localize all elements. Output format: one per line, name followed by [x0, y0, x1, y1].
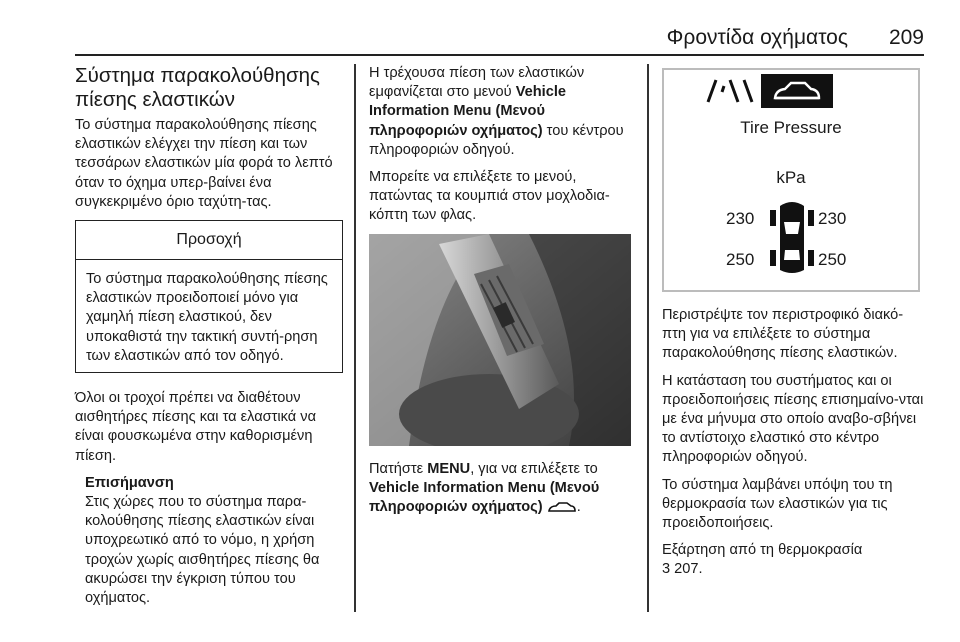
- turn-signal-stalk-illustration: [369, 234, 631, 446]
- note-text: Στις χώρες που το σύστημα παρα-κολούθησης πίεσης ελαστικών είναι υποχρεωτικό από το νόμο, η χρήση τροχών χωρίς αισθητήρες πίεσης θα ακυρώσει την έγκριση τύπου του οχήματος.: [85, 494, 320, 607]
- column-left: [75, 64, 343, 608]
- text-span: , για να επιλέξετε το: [470, 460, 598, 477]
- vehicle-icon: [547, 501, 577, 513]
- temperature-dependency: Εξάρτηση από τη θερμοκρασία: [662, 542, 863, 559]
- rear-left-pressure: 250: [726, 250, 755, 269]
- temperature-paragraph: Το σύστημα λαμβάνει υπόψη του τη θερμοκρασία των ελαστικών για τις προειδοποιήσεις.: [662, 476, 893, 532]
- rear-right-pressure: 250: [818, 250, 847, 269]
- menu-button-label: MENU: [427, 460, 471, 477]
- note-block: [75, 474, 343, 608]
- column-divider: [354, 64, 356, 612]
- page-number: 209: [888, 26, 924, 49]
- car-top-view-icon: [770, 200, 814, 276]
- select-paragraph: Μπορείτε να επιλέξετε το μενού, πατώντας τα κουμπιά στον μοχλοδια-κόπτη των φλας.: [369, 169, 610, 224]
- column-right: [662, 64, 924, 588]
- caution-box: [75, 220, 343, 373]
- tire-pressure-display: [662, 68, 920, 292]
- front-left-pressure: 230: [726, 209, 755, 228]
- display-topbar: [664, 70, 918, 110]
- sensors-paragraph: Όλοι οι τροχοί πρέπει να διαθέτουν αισθητήρες πίεσης και τα ελαστικά να είναι φουσκωμένα στην καθορισμένη πίεση.: [75, 390, 317, 464]
- chapter-title: Φροντίδα οχήματος: [666, 26, 848, 49]
- front-right-pressure: 230: [818, 209, 847, 228]
- vehicle-info-tab-icon: [761, 74, 833, 108]
- page-reference[interactable]: 3 207.: [662, 561, 703, 578]
- caution-text: Το σύστημα παρακολούθησης πίεσης ελαστικών προειδοποιεί μόνο για χαμηλή πίεση ελαστικού, δεν υποκαθιστά την τακτική συντή-ρηση των ελαστικών από τον οδηγό.: [86, 271, 328, 364]
- menu-name: Vehicle Information Menu (Μενού πληροφοριών οχήματος): [369, 84, 566, 139]
- intro-paragraph: Το σύστημα παρακολούθησης πίεσης ελαστικών ελέγχει την πίεση και των τεσσάρων ελαστικών μία φορά το λεπτό όταν το όχημα υπερ-βαίνει ένα συγκεκριμένο όριο ταχύτη-τας.: [75, 117, 333, 210]
- header-rule: [75, 54, 924, 56]
- text-span: του κέντρου πληροφοριών οδηγού.: [369, 122, 624, 158]
- display-title: Tire Pressure: [740, 118, 842, 137]
- caution-heading: Προσοχή: [76, 221, 342, 260]
- menu-name: Vehicle Information Menu (Μενού πληροφοριών οχήματος): [369, 479, 600, 516]
- text-span: Πατήστε: [369, 460, 428, 477]
- section-title: Σύστημα παρακολούθησης πίεσης ελαστικών: [75, 64, 320, 111]
- column-middle: [369, 64, 631, 525]
- menu-paragraph: [369, 64, 631, 160]
- stalk-photo: [369, 234, 631, 446]
- column-divider: [647, 64, 649, 612]
- rotate-paragraph: Περιστρέψτε τον περιστροφικό διακό-πτη για να επιλέξετε το σύστημα παρακολούθησης πίεσης ελαστικών.: [662, 307, 904, 362]
- press-menu-paragraph: [369, 460, 631, 518]
- note-label: Επισήμανση: [85, 474, 174, 491]
- text-span: .: [576, 499, 581, 516]
- page-header: [0, 0, 960, 60]
- pressure-unit: kPa: [776, 168, 806, 187]
- status-paragraph: Η κατάσταση του συστήματος και οι προειδοποιήσεις πίεσης επισημαίνο-νται με ένα μήνυμα στο οποίο αναβο-σβήνει το αντίστοιχο ελαστικό στο κέντρο πληροφοριών οδηγού.: [662, 372, 924, 466]
- text-span: Η τρέχουσα πίεση των ελαστικών εμφανίζεται στο μενού: [369, 65, 585, 101]
- road-lane-icon: [700, 78, 760, 104]
